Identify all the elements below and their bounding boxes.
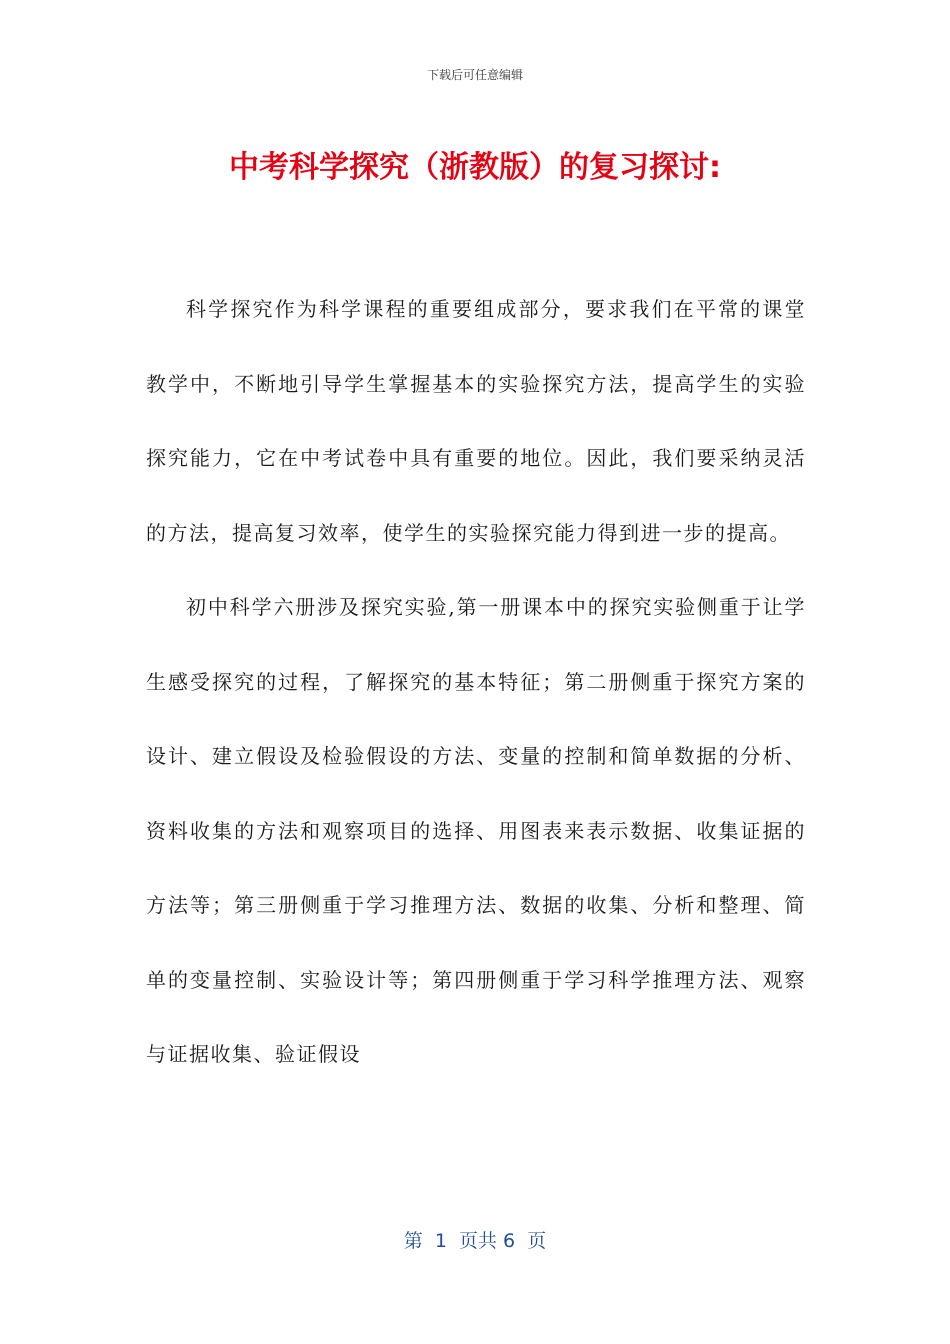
paragraph-1: 科学探究作为科学课程的重要组成部分，要求我们在平常的课堂教学中，不断地引导学生掌握基本的实验探究方法，提高学生的实验探究能力，它在中考试卷中具有重要的地位。因此，我们要采纳灵活的方法，提高复习效率，使学生的实验探究能力得到进一步的提高。 [146,297,806,545]
page-number-footer: 第 1 页共 6 页 [403,1230,547,1252]
paragraph-2: 初中科学六册涉及探究实验,第一册课本中的探究实验侧重于让学生感受探究的过程，了解探究的基本特征；第二册侧重于探究方案的设计、建立假设及检验假设的方法、变量的控制和简单数据的分析、资料收集的方法和观察项目的选择、用图表来表示数据、收集证据的方法等；第三册侧重于学习推理方法、数据的收集、分析和整理、简单的变量控制、实验设计等；第四册侧重于学习科学推理方法、观察与证据收集、验证假设 [146,595,806,1066]
document-title: 中考科学探究（浙教版）的复习探讨: [229,150,721,185]
document-body [146,272,806,1092]
header-note: 下载后可任意编辑 [426,68,523,82]
